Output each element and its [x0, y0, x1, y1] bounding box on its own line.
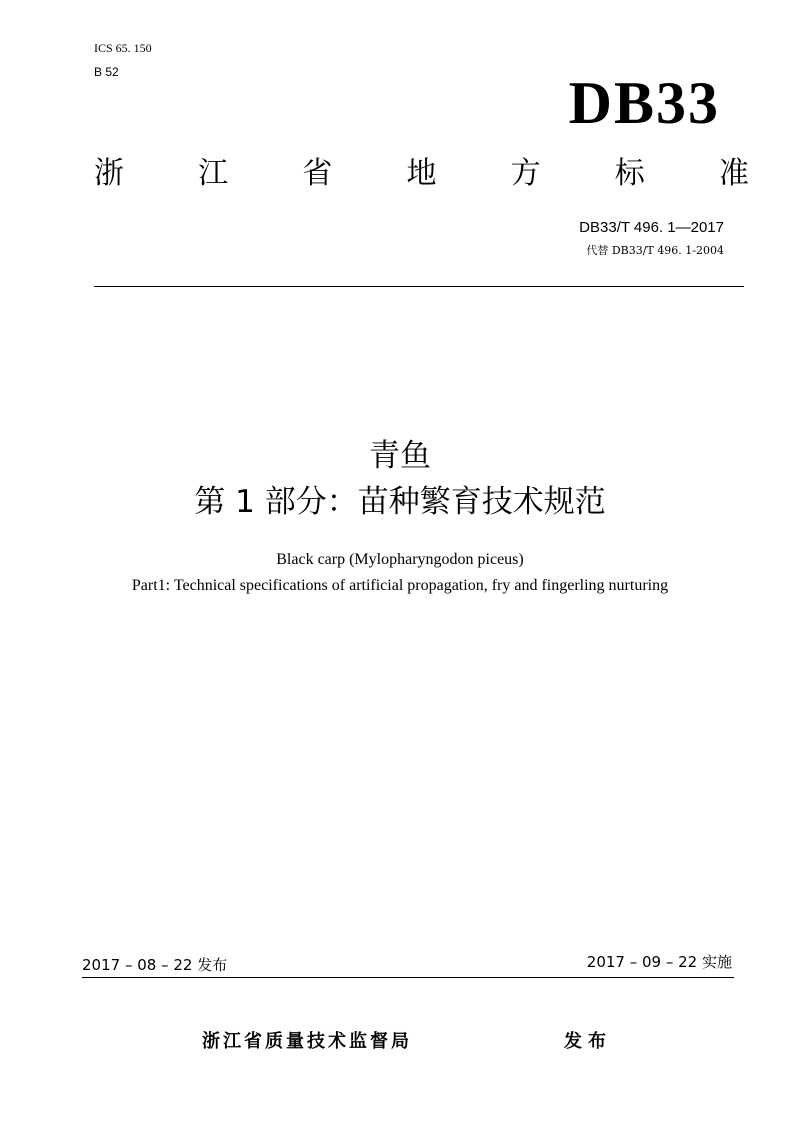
issue-label: 发布	[564, 1031, 612, 1052]
category-char: 标	[614, 156, 645, 191]
title-chinese-main: 青鱼	[369, 438, 431, 474]
standard-number: DB33/T 496. 1—2017	[579, 219, 724, 236]
category-char: 地	[406, 156, 437, 191]
header-divider	[94, 286, 744, 287]
category-char: 方	[510, 156, 541, 191]
title-chinese-part: 第 1 部分：苗种繁育技术规范	[194, 484, 606, 520]
standard-code-logo: DB33	[568, 70, 720, 136]
standard-category	[94, 152, 749, 196]
implementation-date: 2017 – 09 – 22 实施	[586, 953, 732, 971]
footer-divider	[82, 977, 734, 978]
category-char: 浙	[94, 156, 124, 191]
issue-date: 2017 – 08 – 22 发布	[82, 956, 228, 974]
ics-code: ICS 65. 150	[94, 41, 152, 55]
category-char: 省	[302, 156, 333, 191]
category-char: 江	[198, 156, 229, 191]
replaces-standard: 代替 DB33/T 496. 1-2004	[586, 244, 724, 257]
title-english-part: Part1: Technical specifications of artificial propagation, fry and fingerling nurturing	[131, 577, 669, 594]
ccs-code: B 52	[94, 65, 119, 79]
title-english-main: Black carp (Mylopharyngodon piceus)	[276, 551, 524, 568]
issuing-authority: 浙江省质量技术监督局	[202, 1031, 412, 1052]
category-char: 准	[718, 156, 749, 191]
